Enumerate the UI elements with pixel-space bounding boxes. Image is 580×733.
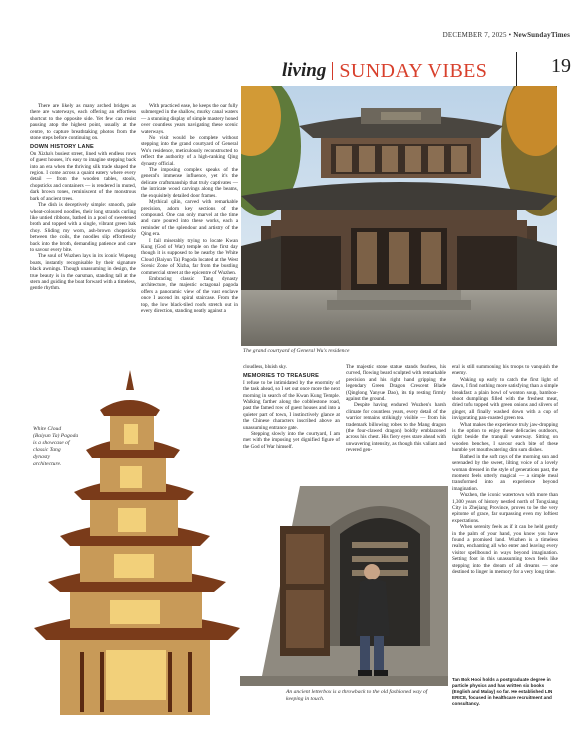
article-column-2 (141, 103, 238, 314)
section-name: living (282, 60, 327, 81)
courtyard-photo (241, 86, 557, 346)
article-column-5 (452, 364, 558, 575)
subhead-memories: MEMORIES TO TREASURE (243, 373, 320, 380)
dateline (443, 31, 570, 39)
paragraph: Embracing classic Tang dynasty architecture, the majestic octagonal pagoda offers a panoramic view of the vast enclave once I ascend its spiral staircase. From the top, the low black-tiled roofs stretch out in every direction, standing neatly against a (141, 275, 238, 314)
paragraph: cloudless, bluish sky. (243, 364, 288, 370)
section-title: SUNDAY VIBES (339, 59, 488, 82)
paragraph: When serenity feels as if it can be held gently in the palm of your hand, you know you have found a promised land. Wuzhen is a timeless realm, enchanting all who enter and leaving every visitor spellbound in ways beyond imagination. Setting foot in this unassuming town feels like stepping into the dream of all dreams — one destined to linger in memory for a very long time. (452, 524, 558, 575)
courtyard-illustration (241, 86, 557, 346)
paragraph: Wuzhen, the iconic watertown with more than 1,300 years of history nestled north of Tongxiang City in Zhejiang Province, proves to be the very epitome of grace, far surpassing even my loftiest expectations. (452, 492, 558, 524)
article-column-3 (243, 364, 340, 450)
letterbox-photo (240, 486, 448, 686)
page-number: 19 (551, 55, 571, 77)
paragraph: Despite having endured Wuzhen's harsh climate for countless years, every detail of the warrior remains strikingly visible — from his trademark billowing robes to the Mang dragon (the four-clawed dragon) boldly emblazoned across his chest. His fiery eyes stare ahead with unwavering intensity, as though this valiant and revered gen- (346, 402, 446, 454)
paragraph: With practiced ease, he keeps the oar fully submerged in the shallow, murky canal waters — a stunning display of simple mastery honed over countless years navigating these scenic waterways. (141, 103, 238, 135)
pagoda-illustration (30, 370, 240, 715)
pagoda-caption: White Cloud (Baiyun Ta) Pagoda is a showcase of classic Tang dynasty architecture. (33, 426, 79, 467)
article-column-4 (346, 364, 446, 454)
paragraph: The soul of Wuzhen lays in its iconic Wupeng boats, instantly recognisable by their signature black awnings. Though unassuming in design, the true beauty is in the oarsman, standing tall at the stern and guiding the boat forward with a timeless, gentle rhythm. (30, 253, 136, 292)
paragraph: I fail miserably trying to locate Kwan Kung (God of War) temple on the first day though it is supposed to be nearby the White Cloud (Baiyun Ta) Pagoda located at the West Scenic Zone of Xizha, far from the bustling commercial street at the epicentre of Wuzhen. (141, 237, 238, 276)
paragraph: The dish is deceptively simple: smooth, pale wheat-coloured noodles, their long strands curling like untied ribbons, bathed in a pool of sweetened broth and topped with a single, vibrant green bak choy. Sliding my worn, ash-brown chopsticks between the coils, the noodles slip effortlessly back into the broth, demanding patience and care to savour every bite. (30, 202, 136, 253)
section-masthead (282, 56, 487, 86)
pagoda-photo (30, 370, 240, 715)
paragraph: On Xizha's busiest street, lined with endless rows of guest houses, it's easy to imagine stepping back into an era when the thriving silk trade shaped the region. I come across a quaint eatery where every detail — from the wooden tables, stools, chopsticks and containers — is rendered in muted, dark brown tones, reminiscent of the monstrous bark of ancient trees. (30, 150, 136, 202)
paragraph: The majestic stone statue stands fearless, his curved, flowing beard sculpted with remarkable precision and his right hand gripping the legendary Green Dragon Crescent Blade (Qinglong Yanyue Dao), its tip resting firmly against the ground. (346, 364, 446, 403)
paragraph: Waking up early to catch the first light of dawn, I find nothing more satisfying than a simple breakfast: a plain bowl of wonton soup, bamboo-shoot dumplings filled with the freshest meat, dried tofu topped with green onions and slivers of ginger, all finally washed down with a cup of invigorating pan-roasted green tea. (452, 376, 558, 422)
author-bio: Tan Bok Hooi holds a postgraduate degree in particle physics and has written six books (English and Malay) so far. He established LIN ERICE, focused in healthcare recruitment and consultancy. (452, 677, 553, 706)
date-separator: • (508, 31, 512, 39)
paragraph: Mythical qilin, carved with remarkable precision, adorn key sections of the compound. One can only marvel at the time and care poured into these works, each a reminder of the splendour and artistry of the Qing era. (141, 199, 238, 238)
paragraph: Stepping slowly into the courtyard, I am met with the imposing yet dignified figure of the God of War himself. (243, 431, 340, 450)
page-number-rule (516, 52, 517, 88)
letterbox-caption: An ancient letterbox is a throwback to the old fashioned way of keeping in touch. (286, 689, 428, 702)
paragraph: The imposing complex speaks of the general's immense influence, yet it's the delicate craftsmanship that truly captivates — the intricate wood carvings along the beams, the exquisitely detailed door frames. (141, 167, 238, 199)
courtyard-caption: The grand courtyard of General Wu's residence (243, 348, 350, 354)
paragraph: I refuse to be intimidated by the enormity of the task ahead, so I set out once more the next morning in search of the Kwan Kung Temple. Walking farther along the cobblestone road, past the famed row of guest houses and into a quieter part of town, I instinctively glance at the Chinese characters inscribed above an unassuming entrance gate. (243, 379, 340, 431)
article-column-1 (30, 103, 136, 292)
brand-name: NewSundayTimes (513, 31, 570, 39)
paragraph: There are likely as many arched bridges as there are waterways, each offering an effortless shortcut to the opposite side. Yet few can resist pausing atop the highest point, usually at the centre, to capture breathtaking photos from the stone steps before continuing on. (30, 103, 136, 142)
subhead-history-lane: DOWN HISTORY LANE (30, 144, 94, 151)
paragraph: eral is still summoning his troops to vanquish the enemy. (452, 364, 558, 377)
letterbox-illustration (240, 486, 448, 686)
paragraph: Bathed in the soft rays of the morning sun and serenaded by the sweet, lilting voice of a lovely woman dressed in the style of generations past, the moment feels utterly magical — a simple meal transformed into an experience beyond imagination. (452, 453, 558, 492)
issue-date: DECEMBER 7, 2025 (442, 31, 507, 39)
paragraph: No visit would be complete without stepping into the grand courtyard of General Wu's residence, meticulously reconstructed to reflect the authority of a high-ranking Qing dynasty official. (141, 135, 238, 167)
paragraph: What makes the experience truly jaw-dropping is the option to enjoy these delicacies outdoors, right beside the tranquil waterway. Sitting on wooden benches, I savour each bite of these humble yet mouthwatering dim sum dishes. (452, 421, 558, 454)
masthead-divider (332, 62, 333, 80)
